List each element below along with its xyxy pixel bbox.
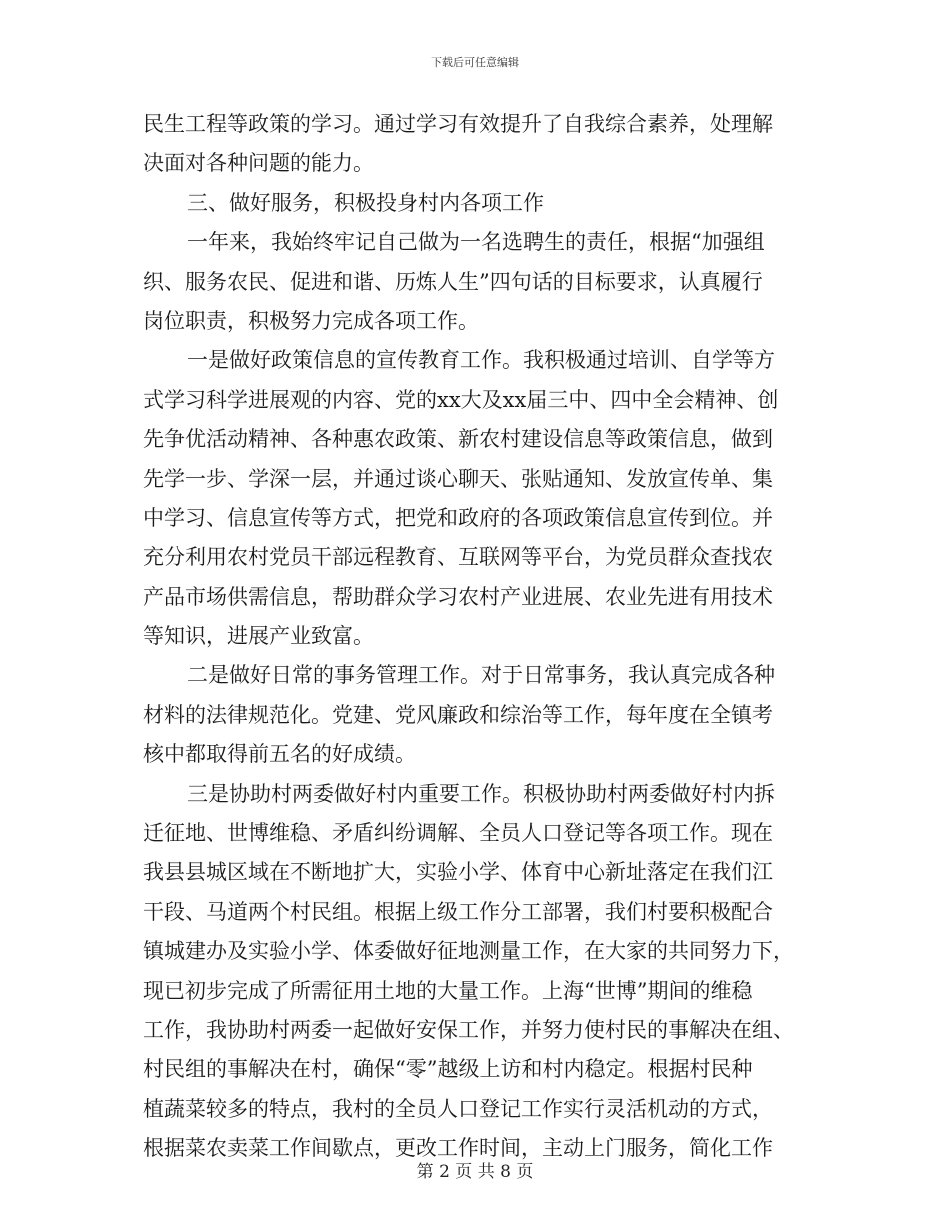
page-header: 下载后可任意编辑 [431,56,519,69]
page-footer: 第 2 页 共 8 页 [416,1162,534,1182]
text-line: 决面对各种问题的能力。 [143,151,374,176]
text-line: 充分利用农村党员干部远程教育、互联网等平台，为党员群众查找农 [143,545,773,570]
text-line: 现已初步完成了所需征用土地的大量工作。上海“世博”期间的维稳 [143,978,753,1003]
text-line: 村民组的事解决在村，确保“零”越级上访和村内稳定。根据村民种 [143,1057,753,1082]
text-line: 镇城建办及实验小学、体委做好征地测量工作，在大家的共同努力下， [143,939,794,964]
text-line: 三是协助村两委做好村内重要工作。积极协助村两委做好村内拆 [187,781,775,806]
text-line: 一年来，我始终牢记自己做为一名选聘生的责任，根据“加强组 [187,230,765,255]
text-line: 式学习科学进展观的内容、党的xx大及xx届三中、四中全会精神、创 [143,387,779,412]
text-line: 干段、马道两个村民组。根据上级工作分工部署，我们村要积极配合 [143,899,773,924]
text-line: 材料的法律规范化。党建、党风廉政和综治等工作，每年度在全镇考 [143,702,773,727]
text-line: 植蔬菜较多的特点，我村的全员人口登记工作实行灵活机动的方式， [143,1096,773,1121]
text-line: 迁征地、世博维稳、矛盾纠纷调解、全员人口登记等各项工作。现在 [143,821,773,846]
text-line: 核中都取得前五名的好成绩。 [143,742,416,767]
text-line: 一是做好政策信息的宣传教育工作。我积极通过培训、自学等方 [187,348,775,373]
text-line: 我县县城区域在不断地扩大，实验小学、体育中心新址落定在我们江 [143,860,773,885]
text-line: 产品市场供需信息，帮助群众学习农村产业进展、农业先进有用技术 [143,584,773,609]
text-line: 工作，我协助村两委一起做好安保工作，并努力使村民的事解决在组、 [143,1017,794,1042]
text-line: 岗位职责，积极努力完成各项工作。 [143,308,479,333]
text-line: 等知识，进展产业致富。 [143,624,374,649]
text-line: 二是做好日常的事务管理工作。对于日常事务，我认真完成各种 [187,663,775,688]
text-line: 三、做好服务，积极投身村内各项工作 [187,190,544,215]
text-line: 民生工程等政策的学习。通过学习有效提升了自我综合素养，处理解 [143,112,773,136]
document-body [143,105,813,1169]
text-line: 中学习、信息宣传等方式，把党和政府的各项政策信息宣传到位。并 [143,505,773,530]
text-line: 先争优活动精神、各种惠农政策、新农村建设信息等政策信息，做到 [143,427,773,452]
text-line: 根据菜农卖菜工作间歇点，更改工作时间，主动上门服务，简化工作 [143,1136,773,1161]
text-line: 先学一步、学深一层，并通过谈心聊天、张贴通知、发放宣传单、集 [143,466,773,491]
text-line: 织、服务农民、促进和谐、历炼人生”四句话的目标要求，认真履行 [143,269,763,294]
